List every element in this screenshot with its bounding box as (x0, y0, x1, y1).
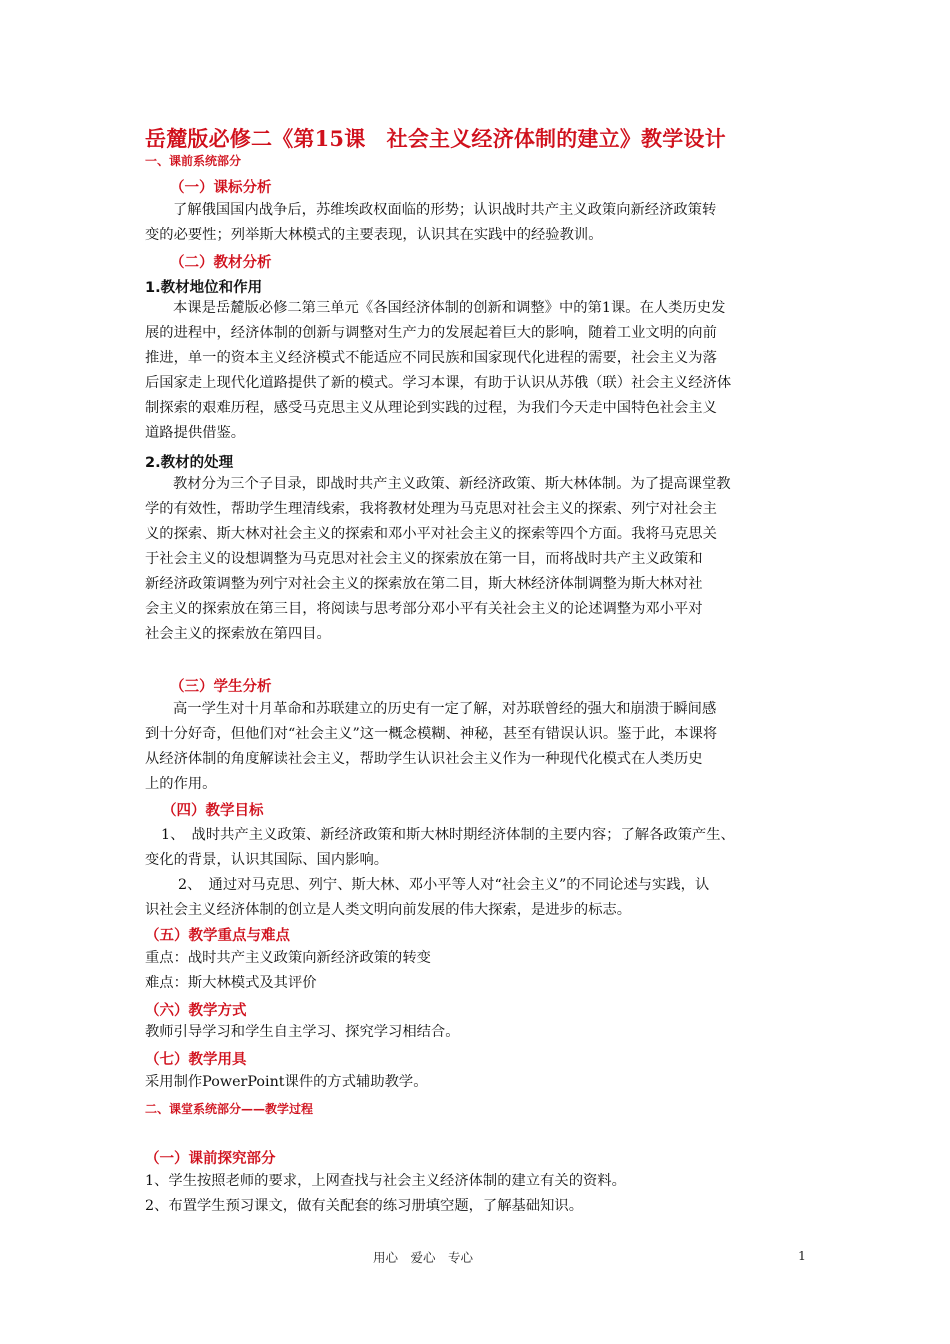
paragraph-line: 新经济政策调整为列宁对社会主义的探索放在第二目，斯大林经济体制调整为斯大林对社 (145, 576, 703, 592)
processing-paragraph (145, 472, 815, 647)
paragraph-line: 1、 战时共产主义政策、新经济政策和斯大林时期经济体制的主要内容；了解各政策产生、 (161, 827, 735, 843)
paragraph-line: 会主义的探索放在第三目，将阅读与思考部分邓小平有关社会主义的论述调整为邓小平对 (145, 601, 703, 617)
paragraph-line: 采用制作PowerPoint课件的方式辅助教学。 (145, 1074, 428, 1090)
sub-heading-processing: 2.教材的处理 (145, 455, 234, 471)
curriculum-paragraph (145, 198, 815, 248)
subsection-heading-curriculum: （一）课标分析 (170, 180, 272, 196)
paragraph-line: 道路提供借鉴。 (145, 425, 246, 441)
paragraph-line: 高一学生对十月革命和苏联建立的历史有一定了解，对苏联曾经的强大和崩溃于瞬间感 (173, 701, 717, 717)
subsection-heading-students: （三）学生分析 (170, 679, 272, 695)
goal-1 (145, 823, 815, 873)
method-text (145, 1020, 815, 1045)
paragraph-line: 从经济体制的角度解读社会主义，帮助学生认识社会主义作为一种现代化模式在人类历史 (145, 751, 703, 767)
position-paragraph (145, 296, 815, 446)
paragraph-line: 推进，单一的资本主义经济模式不能适应不同民族和国家现代化进程的需要，社会主义为落 (145, 350, 717, 366)
paragraph-line: 2、 通过对马克思、列宁、斯大林、邓小平等人对“社会主义”的不同论述与实践，认 (178, 877, 710, 893)
paragraph-line: 后国家走上现代化道路提供了新的模式。学习本课，有助于认识从苏俄（联）社会主义经济体 (145, 375, 732, 391)
paragraph-line: 展的进程中，经济体制的创新与调整对生产力的发展起着巨大的影响，随着工业文明的向前 (145, 325, 717, 341)
paragraph-line: 制探索的艰难历程，感受马克思主义从理论到实践的过程，为我们今天走中国特色社会主义 (145, 400, 717, 416)
keypoints-list (145, 946, 815, 996)
paragraph-line: 社会主义的探索放在第四目。 (145, 626, 331, 642)
footer-motto: 用心 爱心 专心 (373, 1250, 474, 1265)
paragraph-line: 1、学生按照老师的要求，上网查找与社会主义经济体制的建立有关的资料。 (145, 1173, 626, 1189)
paragraph-line: 学的有效性，帮助学生理清线索，我将教材处理为马克思对社会主义的探索、列宁对社会主 (145, 501, 717, 517)
paragraph-line: 识社会主义经济体制的创立是人类文明向前发展的伟大探索，是进步的标志。 (145, 902, 632, 918)
paragraph-line: 义的探索、斯大林对社会主义的探索和邓小平对社会主义的探索等四个方面。我将马克思关 (145, 526, 717, 542)
sub-heading-position: 1.教材地位和作用 (145, 280, 263, 296)
page-number: 1 (798, 1248, 806, 1263)
section-heading-2: 二、课堂系统部分——教学过程 (145, 1102, 314, 1116)
section-heading-1: 一、课前系统部分 (145, 154, 242, 168)
subsection-heading-textbook: （二）教材分析 (170, 255, 272, 271)
paragraph-line: 变的必要性；列举斯大林模式的主要表现，认识其在实践中的经验教训。 (145, 227, 603, 243)
paragraph-line: 本课是岳麓版必修二第三单元《各国经济体制的创新和调整》中的第1课。在人类历史发 (173, 300, 726, 316)
subsection-heading-goals: （四）教学目标 (162, 803, 264, 819)
students-paragraph (145, 697, 815, 797)
paragraph-line: 重点：战时共产主义政策向新经济政策的转变 (145, 950, 431, 966)
paragraph-line: 难点：斯大林模式及其评价 (145, 975, 317, 991)
tools-text (145, 1070, 815, 1095)
paragraph-line: 上的作用。 (145, 776, 217, 792)
subsection-heading-method: （六）教学方式 (145, 1003, 247, 1019)
paragraph-line: 了解俄国国内战争后，苏维埃政权面临的形势；认识战时共产主义政策向新经济政策转 (173, 202, 717, 218)
paragraph-line: 到十分好奇，但他们对“社会主义”这一概念模糊、神秘，甚至有错误认识。鉴于此，本课将 (145, 726, 718, 742)
document-title: 岳麓版必修二《第15课 社会主义经济体制的建立》教学设计 (145, 126, 726, 151)
paragraph-line: 教师引导学习和学生自主学习、探究学习相结合。 (145, 1024, 460, 1040)
subsection-heading-preclass: （一）课前探究部分 (145, 1151, 276, 1167)
subsection-heading-tools: （七）教学用具 (145, 1052, 247, 1068)
paragraph-line: 变化的背景，认识其国际、国内影响。 (145, 852, 389, 868)
preclass-list (145, 1169, 815, 1219)
paragraph-line: 于社会主义的设想调整为马克思对社会主义的探索放在第一目，而将战时共产主义政策和 (145, 551, 703, 567)
paragraph-line: 教材分为三个子目录，即战时共产主义政策、新经济政策、斯大林体制。为了提高课堂教 (173, 476, 731, 492)
goal-2 (145, 873, 815, 923)
paragraph-line: 2、布置学生预习课文，做有关配套的练习册填空题，了解基础知识。 (145, 1198, 583, 1214)
subsection-heading-keypoints: （五）教学重点与难点 (145, 928, 290, 944)
